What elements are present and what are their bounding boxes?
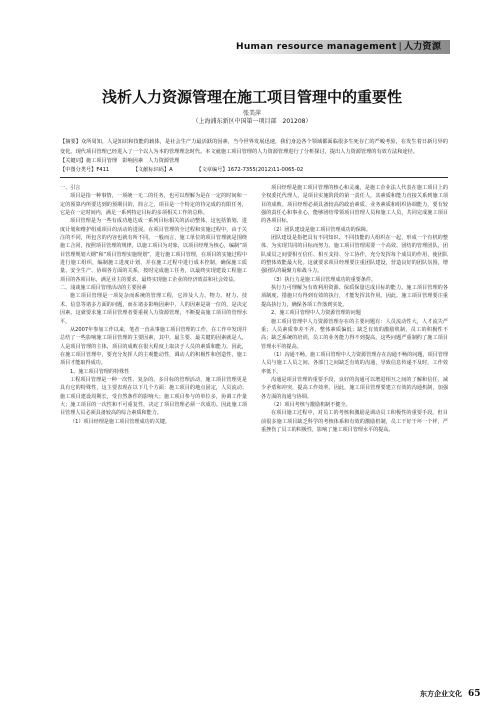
right-para-1: （2）团队建设是施工项目管理成功的保障。	[271, 226, 372, 233]
section-header-zh: 人力资源	[403, 42, 442, 52]
section-header-en: Human resource management	[236, 42, 397, 52]
header-divider: |	[398, 42, 402, 52]
left-para-5: 从2007年参加工作以来，笔者一直从事施工项目管理的工作，在工作中发现并总结了一些影响施工项目管理的主要因素，其中，最主要、最关键的因素就是人，人是项目管理的主体，项目的成败在很大程度上取决于人员的素质和能力。因此，在施工项目管理中，要充分发挥人的主观能动性，调动人的积极性和创造性，施工项目才能取得成功。	[60, 326, 247, 367]
article-abstract: 【摘要】众所周知，人是知识和技能的载体，是社会生产力最活跃的因素，当今世界发展迅速，我们身边各个领域都面临很多生死存亡的严峻考验，在发生着日新月异的变化。现代项目管理已经进入了一个以人为本的管理理念时代。本文就施工项目管理的人力资源管理进行了分析探讨，提出人力资源管理的有效方法和途径。	[60, 139, 448, 155]
left-para-3: 二、浅谈施工项目管理活动的主要因素	[60, 285, 147, 292]
right-para-5: 2、施工项目管理中人力资源管理的问题	[271, 310, 361, 317]
right-para-4: 执行力可理解为有效利用资源、保质保量达成目标的能力。施工项目管理的各项制度、措施只有得到有效的执行，才能发挥其作用。因此，施工项目管理要注重提高执行力，确保各项工作落到实处。	[261, 285, 448, 308]
journal-name: 东方企业文化	[420, 689, 462, 698]
right-para-3: （3）执行力是施工项目管理成功的重要条件。	[271, 276, 377, 283]
separator-rule	[60, 177, 448, 178]
right-para-10: 在项目施工过程中，对员工的考核和激励是调动员工积极性的重要手段。但目前很多施工项目缺乏科学的考核体系和有效的激励机制，员工干好干坏一个样，严重挫伤了员工的积极性，影响了施工项目管理水平的提高。	[261, 410, 448, 433]
article-author: 张美萍	[242, 110, 261, 117]
left-para-7: 工程项目管理是一种一次性、复杂的、多目标的管理活动，施工项目管理更是具有它的特殊性，这主要表现在以下几个方面：施工项目的地点固定，人员流动；施工项目建设周期长，受自然条件的影响大；施工项目参与的单位多，协调工作量大；施工项目的一次性和不可重复性，决定了项目管理必须一次成功。因此施工项目管理人员必须具备较高的综合素质和能力。	[60, 376, 247, 417]
left-para-1: 项目是指一种事情，一项统一无二的任务，也可以理解为是在一定的时间和一定的预算内所要达到的预期目的，简言之，项目是一个特定的待完成的有限任务，它是在一定时间内，满足一系列特定目标的多项相关工作的总称。	[60, 193, 247, 217]
right-para-7: （1）沟通不畅。施工项目管理中人力资源管理存在沟通不畅的问题，项目管理人员与施工人员之间、各部门之间缺乏有效的沟通，导致信息传递不及时，工作效率低下。	[261, 351, 448, 375]
left-para-0: 一、引言	[60, 185, 81, 191]
document-code: 【文献标识码】A	[132, 167, 173, 173]
left-para-6: 1、施工项目管理的特殊性	[70, 368, 130, 375]
right-para-9: （2）项目考核与激励机制不健全。	[271, 401, 351, 408]
article-title: 浅析人力资源管理在施工项目管理中的重要性	[101, 88, 402, 106]
article-affiliation: （上海浦东新区中国第一项目部 201208）	[192, 118, 312, 125]
article-id: 【文章编号】1672-7355(2012)11-0065-02	[196, 167, 304, 173]
left-para-2: 项目管理是为一些有成功地达成一系列目标相关的活动整体，这包括策划、进度计划和维护组成项目的活动的进展。在项目管理的全过程和实施过程中，由于关注的不同，所包含的内容也就有所不同。一般而言，施工单位的项目管理就是围绕施工合同，按照项目管理的规律，以施工项目为对象，以项目经理为核心，编制“项目管理规划大纲”和“项目管理实施规划”，进行施工项目管理，在项目的实施过程中进行施工组织，编制施工进度计划，并在施工过程中进行成本控制，确保施工质量、安全生产、协调各方面的关系，按时完成施工任务，以最终实现建设工程施工项目的各项目标，满足业主的要求，最终实现施工企业的经济效益和社会效益。	[60, 218, 247, 283]
page-number: 65	[468, 689, 481, 699]
body-column-left	[60, 184, 247, 426]
right-para-8: 沟通是项目管理的重要手段，良好的沟通可以增进相互之间的了解和信任，减少矛盾和冲突，提高工作效率。因此，施工项目管理要建立有效的沟通机制，加强各方面的沟通与协调。	[261, 376, 448, 400]
article-keywords: 【关键词】施工项目管理 影响因素 人力资源管理	[60, 158, 180, 164]
clc-number: 【中图分类号】F411	[60, 167, 110, 173]
right-para-6: 施工项目管理中人力资源管理存在的主要问题有：人员流动性大，人才流失严重；人员素质参差不齐，整体素质偏低；缺乏有效的激励机制，员工的积极性不高；缺乏系统的培训，员工的业务能力得不到提高。这些问题严重制约了施工项目管理水平的提高。	[261, 318, 448, 350]
body-column-right	[261, 184, 448, 434]
section-header	[236, 40, 441, 54]
right-para-2: 团队建设是指把具有不同知识、不同技能的人组织在一起，形成一个有机的整体，为实现共同的目标而努力。施工项目管理需要一个高效、团结的管理团队，团队成员之间要相互信任、相互支持、分工协作，充分发挥每个成员的作用，使团队的整体效能最大化。这就要求项目经理要注重团队建设，营造良好的团队氛围，增强团队的凝聚力和战斗力。	[261, 235, 448, 275]
left-para-8: （1）项目经理是施工项目管理成功的关键。	[70, 418, 171, 425]
left-para-4: 施工项目管理是一项复杂而系统的管理工程，它涉及人力、物力、财力、技术、信息等诸多方面的问题，而在诸多影响因素中，人的因素是第一位的，是决定因素。这就要求施工项目管理者要重视人力资源管理，不断提高施工项目的管理水平。	[60, 293, 247, 325]
page-footer	[420, 689, 481, 699]
classification-line	[60, 166, 448, 175]
right-para-0: 项目经理是施工项目管理的核心和灵魂，是施工企业法人代表在施工项目上的全权委托代理人，是项目实施阶段的第一责任人，其素质和能力直接关系到施工项目的成败。项目经理必须具备较高的政治素质、业务素质和组织协调能力，要有较强的责任心和事业心，能够团结带领项目管理人员和施工人员，共同完成施工项目的各项目标。	[261, 185, 448, 225]
